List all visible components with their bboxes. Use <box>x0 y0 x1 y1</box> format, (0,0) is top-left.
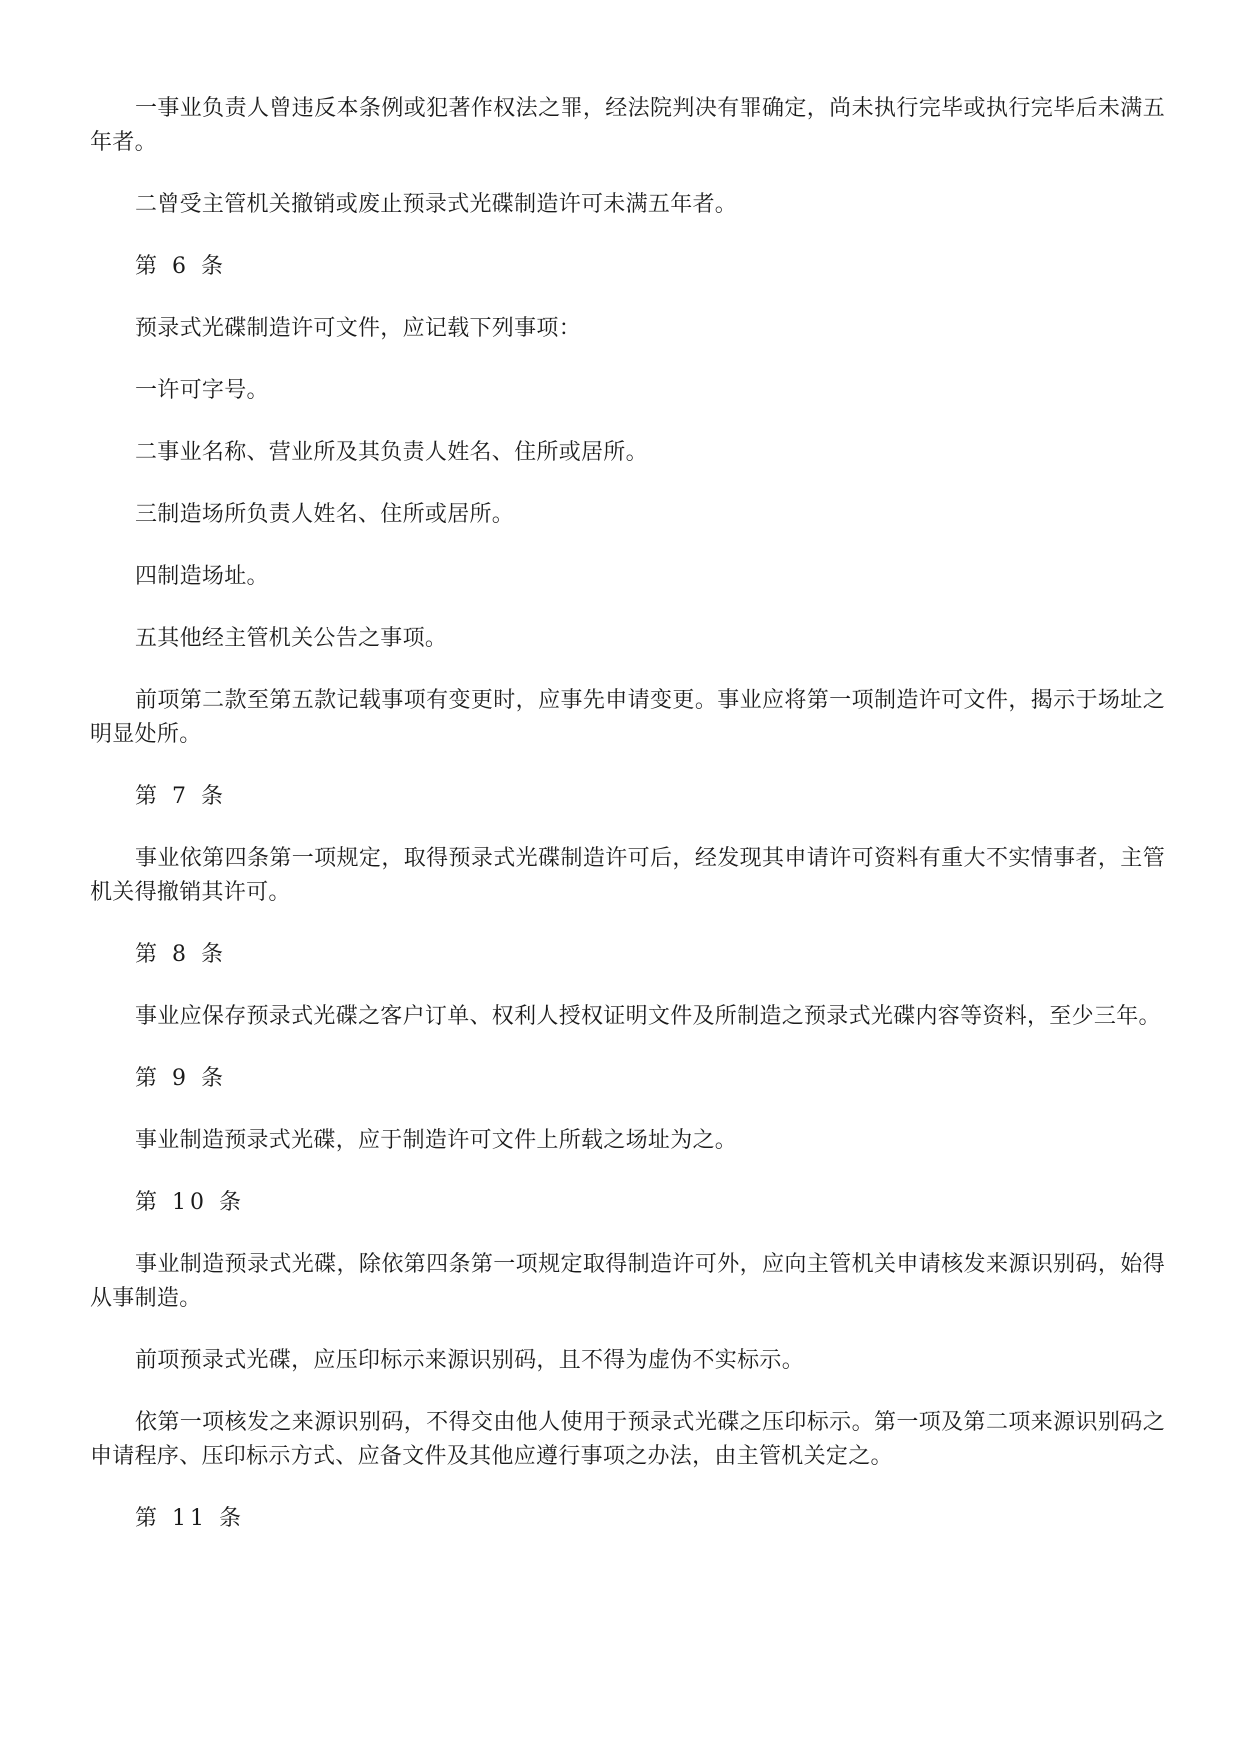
paragraph-article-10-2: 前项预录式光碟，应压印标示来源识别码，且不得为虚伪不实标示。 <box>135 1348 805 1373</box>
paragraph-article-6-intro: 预录式光碟制造许可文件，应记载下列事项： <box>135 316 582 341</box>
article-heading-9: 第 9 条 <box>135 1066 227 1091</box>
document-body <box>90 92 1165 1564</box>
article-heading-10: 第 10 条 <box>135 1190 245 1215</box>
paragraph-article-10-1: 事业制造预录式光碟，除依第四条第一项规定取得制造许可外，应向主管机关申请核发来源识别码，始得从事制造。 <box>90 1252 1165 1311</box>
paragraph-item-4-site-address: 四制造场址。 <box>135 564 269 589</box>
article-heading-11: 第 11 条 <box>135 1506 245 1531</box>
paragraph-article-10-3: 依第一项核发之来源识别码，不得交由他人使用于预录式光碟之压印标示。第一项及第二项来源识别码之申请程序、压印标示方式、应备文件及其他应遵行事项之办法，由主管机关定之。 <box>90 1410 1165 1469</box>
paragraph-article-6-changes: 前项第二款至第五款记载事项有变更时，应事先申请变更。事业应将第一项制造许可文件，揭示于场址之明显处所。 <box>90 688 1165 747</box>
paragraph-article-7: 事业依第四条第一项规定，取得预录式光碟制造许可后，经发现其申请许可资料有重大不实情事者，主管机关得撤销其许可。 <box>90 846 1165 905</box>
article-heading-6: 第 6 条 <box>135 254 227 279</box>
paragraph-item-2-business-name: 二事业名称、营业所及其负责人姓名、住所或居所。 <box>135 440 648 465</box>
paragraph-item-3-site-manager: 三制造场所负责人姓名、住所或居所。 <box>135 502 515 527</box>
paragraph-item-5-other-matters: 五其他经主管机关公告之事项。 <box>135 626 448 651</box>
paragraph-article-9: 事业制造预录式光碟，应于制造许可文件上所载之场址为之。 <box>135 1128 738 1153</box>
paragraph-item-2: 二曾受主管机关撤销或废止预录式光碟制造许可未满五年者。 <box>135 192 738 217</box>
paragraph-item-1: 一事业负责人曾违反本条例或犯著作权法之罪，经法院判决有罪确定，尚未执行完毕或执行完毕后未满五年者。 <box>90 96 1165 155</box>
paragraph-article-8: 事业应保存预录式光碟之客户订单、权利人授权证明文件及所制造之预录式光碟内容等资料，至少三年。 <box>135 1004 1161 1029</box>
paragraph-item-1-permit-number: 一许可字号。 <box>135 378 269 403</box>
article-heading-8: 第 8 条 <box>135 942 227 967</box>
article-heading-7: 第 7 条 <box>135 784 227 809</box>
